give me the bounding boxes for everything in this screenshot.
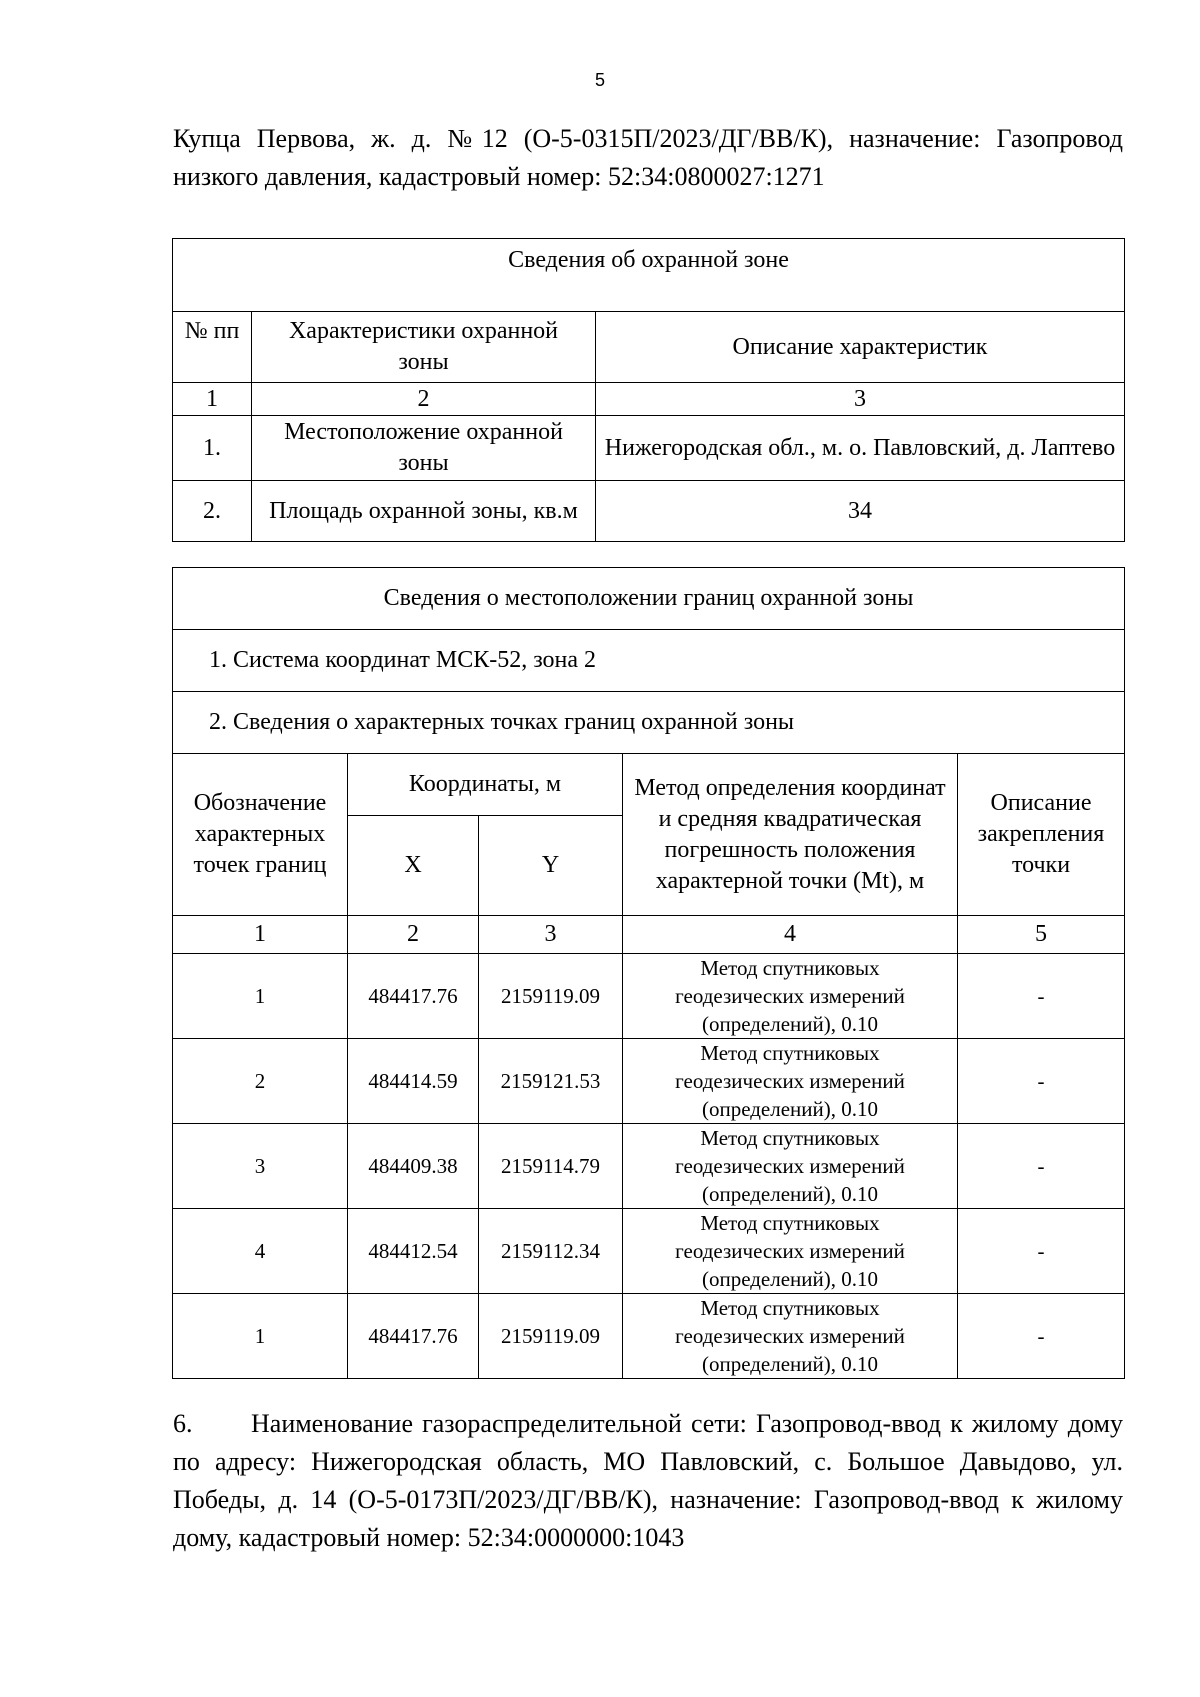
point-x: 484412.54 (348, 1209, 479, 1294)
table-row (173, 481, 1125, 542)
header-designation: Обозначение характерных точек границ (173, 754, 348, 916)
protection-zone-table (172, 238, 1125, 542)
table-row (173, 1124, 1125, 1209)
row-description: Нижегородская обл., м. о. Павловский, д. Лаптево (596, 416, 1125, 481)
point-x: 484414.59 (348, 1039, 479, 1124)
point-x: 484409.38 (348, 1124, 479, 1209)
point-fixing: - (958, 1039, 1125, 1124)
header-num: № пп (173, 312, 252, 383)
item-number: 6. (173, 1409, 193, 1438)
point-fixing: - (958, 1124, 1125, 1209)
table-row (173, 954, 1125, 1039)
point-y: 2159114.79 (479, 1124, 623, 1209)
point-method: Метод спутниковых геодезических измерений (определений), 0.10 (623, 1294, 958, 1379)
col-number: 3 (596, 383, 1125, 416)
point-y: 2159121.53 (479, 1039, 623, 1124)
point-id: 3 (173, 1124, 348, 1209)
item-text: Наименование газораспределительной сети: Газопровод-ввод к жилому дому по адресу: Нижегородская область, МО Павловский, с. Большое Давыдово, ул. Победы, д. 14 (О-5-0173П/2023/ДГ/ВВ/К), назначение: Газопровод-ввод к жилому дому, кадастровый номер: 52:34:0000000:1043 (173, 1409, 1123, 1552)
row-description: 34 (596, 481, 1125, 542)
point-method: Метод спутниковых геодезических измерений (определений), 0.10 (623, 954, 958, 1039)
row-characteristic: Местоположение охранной зоны (252, 416, 596, 481)
point-y: 2159119.09 (479, 1294, 623, 1379)
point-method: Метод спутниковых геодезических измерений (определений), 0.10 (623, 1124, 958, 1209)
point-y: 2159119.09 (479, 954, 623, 1039)
row-num: 1. (173, 416, 252, 481)
col-number: 5 (958, 916, 1125, 954)
table-row (173, 1209, 1125, 1294)
table-row (173, 416, 1125, 481)
point-fixing: - (958, 1294, 1125, 1379)
col-number: 3 (479, 916, 623, 954)
page-number: 5 (594, 70, 605, 90)
points-section-title: 2. Сведения о характерных точках границ охранной зоны (173, 692, 1125, 754)
point-id: 1 (173, 1294, 348, 1379)
zone-table-title: Сведения об охранной зоне (173, 239, 1125, 312)
table-row (173, 1039, 1125, 1124)
header-y: Y (479, 816, 623, 916)
header-x: X (348, 816, 479, 916)
item-6-paragraph (173, 1405, 1123, 1557)
point-id: 4 (173, 1209, 348, 1294)
point-y: 2159112.34 (479, 1209, 623, 1294)
coordinate-system: 1. Система координат МСК-52, зона 2 (173, 630, 1125, 692)
point-fixing: - (958, 954, 1125, 1039)
header-fixing: Описание закрепления точки (958, 754, 1125, 916)
header-characteristic: Характеристики охранной зоны (252, 312, 596, 383)
boundary-points-table (172, 567, 1125, 1379)
col-number: 1 (173, 916, 348, 954)
point-fixing: - (958, 1209, 1125, 1294)
point-method: Метод спутниковых геодезических измерений (определений), 0.10 (623, 1039, 958, 1124)
point-x: 484417.76 (348, 1294, 479, 1379)
point-id: 1 (173, 954, 348, 1039)
col-number: 1 (173, 383, 252, 416)
header-description: Описание характеристик (596, 312, 1125, 383)
intro-paragraph: Купца Первова, ж. д. №12 (О-5-0315П/2023/ДГ/ВВ/К), назначение: Газопровод низкого давления, кадастровый номер: 52:34:0800027:1271 (173, 124, 1123, 191)
point-method: Метод спутниковых геодезических измерений (определений), 0.10 (623, 1209, 958, 1294)
header-coordinates: Координаты, м (348, 754, 623, 816)
header-method: Метод определения координат и средняя квадратическая погрешность положения характерной точки (Mt), м (623, 754, 958, 916)
col-number: 2 (348, 916, 479, 954)
col-number: 2 (252, 383, 596, 416)
col-number: 4 (623, 916, 958, 954)
bounds-table-title: Сведения о местоположении границ охранной зоны (173, 568, 1125, 630)
row-characteristic: Площадь охранной зоны, кв.м (252, 481, 596, 542)
point-id: 2 (173, 1039, 348, 1124)
point-x: 484417.76 (348, 954, 479, 1039)
row-num: 2. (173, 481, 252, 542)
table-row (173, 1294, 1125, 1379)
